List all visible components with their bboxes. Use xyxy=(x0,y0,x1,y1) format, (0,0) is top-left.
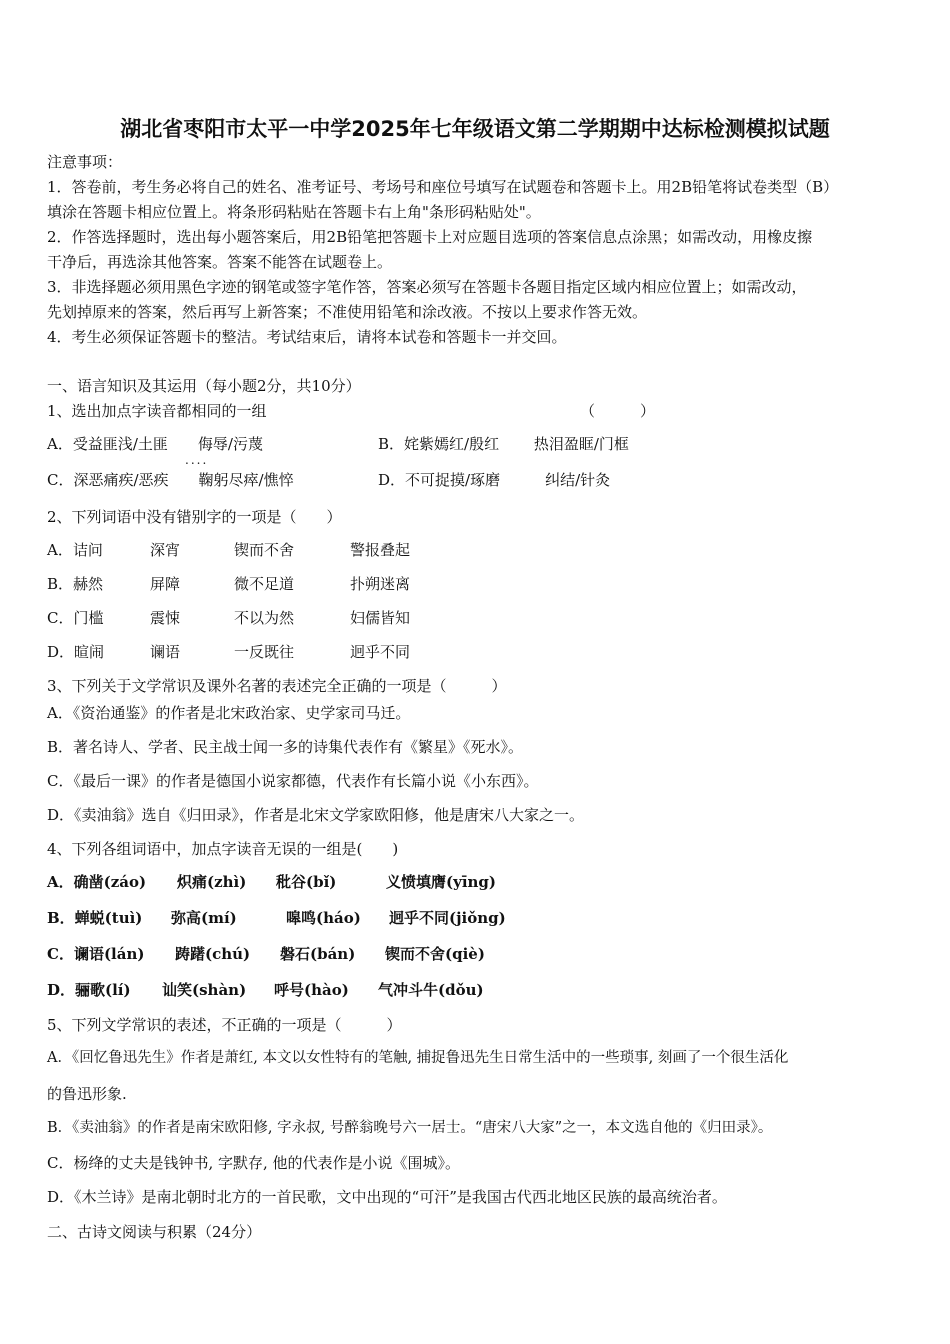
q2-d-2: 谰语 xyxy=(150,643,181,661)
q2-c-1: C．门槛 xyxy=(47,609,104,627)
question-1-stem: 1、选出加点字读音都相同的一组 xyxy=(47,402,267,420)
notice-line: 先划掉原来的答案，然后再写上新答案；不准使用铅笔和涂改液。不按以上要求作答无效。 xyxy=(47,303,648,321)
q2-a-1: A．诘问 xyxy=(47,541,103,559)
q2-b-4: 扑朔迷离 xyxy=(350,575,411,593)
section-heading: 一、语言知识及其运用（每小题2分，共10分） xyxy=(47,377,361,395)
notice-heading: 注意事项： xyxy=(47,153,123,171)
notice-line: 2．作答选择题时，选出每小题答案后，用2B铅笔把答题卡上对应题目选项的答案信息点涂黑；如需改动，用橡皮擦 xyxy=(47,228,813,246)
q2-d-3: 一反既往 xyxy=(234,643,295,661)
question-5-option-d: D．《木兰诗》是南北朝时北方的一首民歌，文中出现的“可汗”是我国古代西北地区民族的最高统治者。 xyxy=(47,1188,727,1206)
question-5-option-b: B．《卖油翁》的作者是南宋欧阳修, 字永叔, 号醉翁晚号六一居士。“唐宋八大家”之一，本文选自他的《归田录》。 xyxy=(47,1120,773,1136)
notice-line: 干净后，再选涂其他答案。答案不能答在试题卷上。 xyxy=(47,253,393,271)
notice-line: 4．考生必须保证答题卡的整洁。考试结束后，请将本试卷和答题卡一并交回。 xyxy=(47,328,567,346)
q4-a-1: A．确凿(záo) xyxy=(47,873,147,891)
question-1-option-a: A．受益匪浅/土匪 侮辱/污蔑 xyxy=(47,435,263,453)
q4-a-2: 炽痛(zhì) xyxy=(177,873,247,891)
question-1-option-b: B．姹紫嫣红/殷红 热泪盈眶/门框 xyxy=(378,435,629,453)
q2-a-4: 警报叠起 xyxy=(350,541,411,559)
notice-line: 1．答卷前，考生务必将自己的姓名、准考证号、考场号和座位号填写在试题卷和答题卡上。用2B铅笔将试卷类型（B） xyxy=(47,178,839,196)
q4-c-1: C．谰语(lán) xyxy=(47,945,145,963)
question-4-stem: 4、下列各组词语中，加点字读音无误的一组是( ) xyxy=(47,840,399,858)
q4-a-3: 秕谷(bǐ) xyxy=(276,873,337,891)
q4-c-3: 磐石(bán) xyxy=(280,945,356,963)
question-2-stem: 2、下列词语中没有错别字的一项是（ ） xyxy=(47,508,342,526)
question-3-option-b: B．著名诗人、学者、民主战士闻一多的诗集代表作有《繁星》《死水》。 xyxy=(47,738,524,756)
question-3-option-d: D．《卖油翁》选自《归田录》，作者是北宋文学家欧阳修，他是唐宋八大家之一。 xyxy=(47,806,585,824)
page-title: 湖北省枣阳市太平一中学2025年七年级语文第二学期期中达标检测模拟试题 xyxy=(120,117,830,141)
q4-a-4: 义愤填膺(yīng) xyxy=(386,873,497,891)
question-5-stem: 5、下列文学常识的表述，不正确的一项是（ ） xyxy=(47,1016,402,1034)
q2-a-3: 锲而不舍 xyxy=(234,541,295,559)
q4-c-4: 锲而不舍(qiè) xyxy=(385,945,485,963)
q4-b-2: 弥高(mí) xyxy=(171,909,237,927)
question-3-option-c: C．《最后一课》的作者是德国小说家都德，代表作有长篇小说《小东西》。 xyxy=(47,772,539,790)
q2-b-1: B．赫然 xyxy=(47,575,104,593)
q2-c-2: 震悚 xyxy=(150,609,181,627)
q4-d-2: 讪笑(shàn) xyxy=(162,981,247,999)
q4-b-4: 迥乎不同(jiǒng) xyxy=(389,909,506,927)
q2-a-2: 深宵 xyxy=(150,541,181,559)
question-1-paren: （ ） xyxy=(580,402,656,420)
emphasis-dots: .... xyxy=(185,453,209,467)
q2-b-3: 微不足道 xyxy=(234,575,295,593)
question-5-option-c: C．杨绛的丈夫是钱钟书, 字默存, 他的代表作是小说《围城》。 xyxy=(47,1154,461,1172)
q4-c-2: 踌躇(chú) xyxy=(175,945,251,963)
notice-line: 3．非选择题必须用黑色字迹的钢笔或签字笔作答，答案必须写在答题卡各题目指定区域内相应位置上；如需改动， xyxy=(47,278,807,296)
question-3-stem: 3、下列关于文学常识及课外名著的表述完全正确的一项是（ ） xyxy=(47,677,507,695)
question-5-option-a-cont: 的鲁迅形象. xyxy=(47,1085,127,1103)
question-1-option-c: C．深恶痛疾/恶疾 鞠躬尽瘁/憔悴 xyxy=(47,471,294,489)
question-1-option-d: D．不可捉摸/琢磨 纠结/针灸 xyxy=(378,471,611,489)
section-heading-2: 二、古诗文阅读与积累（24分） xyxy=(47,1223,262,1241)
q2-c-4: 妇儒皆知 xyxy=(350,609,411,627)
q2-c-3: 不以为然 xyxy=(234,609,295,627)
q2-d-1: D．暄闹 xyxy=(47,643,105,661)
question-3-option-a: A．《资治通鉴》的作者是北宋政治家、史学家司马迁。 xyxy=(47,704,411,722)
q2-b-2: 屏障 xyxy=(150,575,181,593)
q4-b-1: B．蝉蜕(tuì) xyxy=(47,909,143,927)
q4-d-4: 气冲斗牛(dǒu) xyxy=(378,981,484,999)
q4-d-3: 呼号(hào) xyxy=(274,981,349,999)
q4-b-3: 嗥鸣(háo) xyxy=(286,909,361,927)
notice-line: 填涂在答题卡相应位置上。将条形码粘贴在答题卡右上角"条形码粘贴处"。 xyxy=(47,203,541,221)
q2-d-4: 迥乎不同 xyxy=(350,643,411,661)
question-5-option-a: A．《回忆鲁迅先生》作者是萧红, 本文以女性特有的笔触, 捕捉鲁迅先生日常生活中的一些琐事, 刻画了一个很生活化 xyxy=(47,1050,789,1066)
q4-d-1: D．骊歌(lí) xyxy=(47,981,131,999)
